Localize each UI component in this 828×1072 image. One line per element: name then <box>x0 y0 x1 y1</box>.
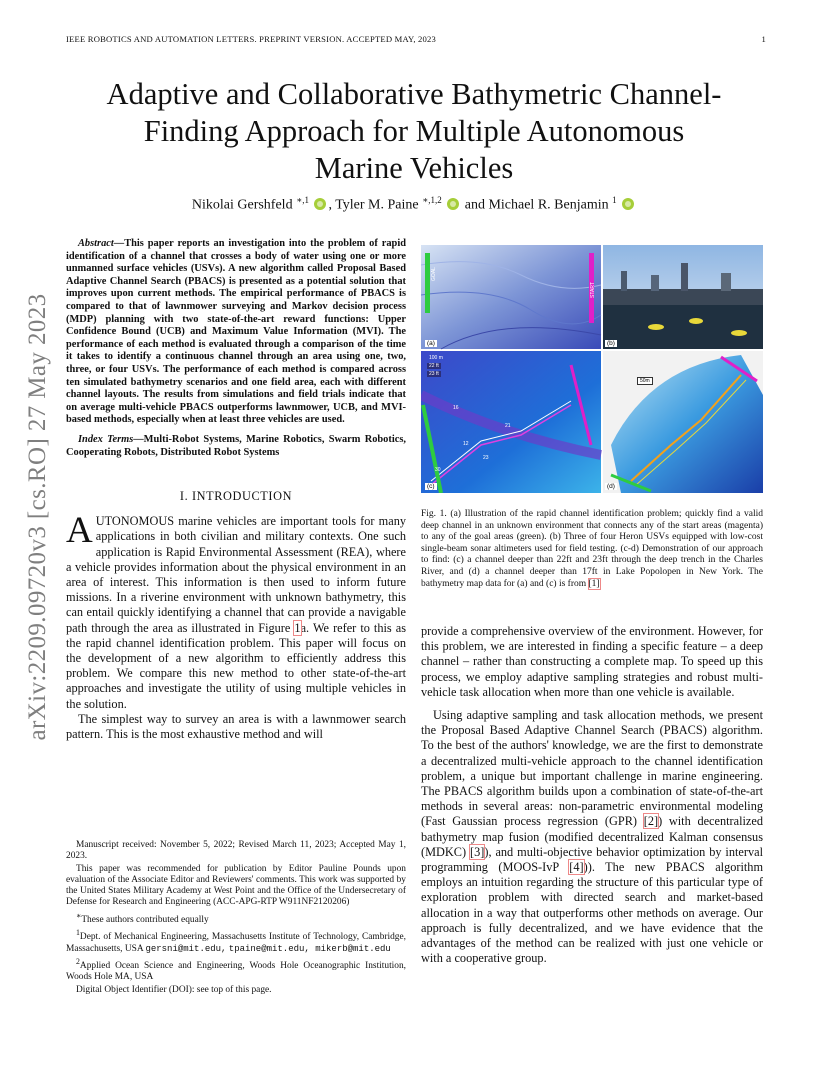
intro-paragraph-1 <box>66 510 406 712</box>
figure-ref-link[interactable]: 1 <box>294 620 301 635</box>
right-column <box>421 624 763 966</box>
author-name: Tyler M. Paine <box>335 197 419 213</box>
legend-c-item: 22 ft <box>429 363 439 369</box>
index-terms-label: Index Terms <box>78 433 134 445</box>
legend-c-item: 23 ft <box>429 371 439 377</box>
author-separator: , <box>328 197 332 213</box>
author-name: Nikolai Gershfeld <box>191 197 293 213</box>
start-label: START <box>589 282 596 298</box>
author-affil: 1 <box>612 195 617 205</box>
panel-c-charles-river-map <box>421 351 601 493</box>
arxiv-stamp-text: arXiv:2209.09720v3 [cs.RO] 27 May 2023 <box>24 293 51 741</box>
paragraph-text: ) with decentralized bathymetry map fusion (modified decentralized Kalman consensus (MDKC) <box>421 814 763 859</box>
depth-label: 23 <box>483 455 489 461</box>
footnote-mark: 1 <box>76 928 80 938</box>
footnote-doi: Digital Object Identifier (DOI): see top of this page. <box>76 984 272 995</box>
scale-bar-d: 50m <box>637 377 653 385</box>
footnote-affiliation-1 <box>66 927 406 955</box>
abstract <box>66 238 406 427</box>
abstract-text: —This paper reports an investigation into the problem of rapid identification of a channel that crosses a body of water using one or more unmanned surface vehicles (USVs). A new algorithm called Proposal Based Adaptive Channel Search (PBACS) is presented as a potential solution that improves upon current methods. The empirical performance of PBACS is compared to that of lawnmower surveying and Markov decision process (MDP) planning with two state-of-the-art reward functions: Upper Confidence Bound (UCB) and Maximum Value Information (MVI). The performance of each method is evaluated through a comparison of the time it takes to identify a continuous channel through an area using one, two, three, or four USVs. The performance of each method is compared across ten simulated bathymetry scenarios and one field area, each with different channel layouts. The results from simulations and field trials indicate that on average multi-vehicle PBACS outperforms lawnmower, UCB, and MVI-based methods, especially when at least three vehicles are used. <box>66 238 406 426</box>
footnote-equal <box>66 910 406 926</box>
panel-b-tag: (b) <box>607 340 615 347</box>
panel-b-usv-photo <box>603 245 763 349</box>
abstract-label: Abstract <box>78 238 114 249</box>
right-paragraph-2 <box>421 708 763 966</box>
intro-paragraph-2: The simplest way to survey an area is with a lawnmower search pattern. This is the most exhaustive method and will <box>66 711 406 741</box>
citation-link[interactable]: [2] <box>643 814 659 829</box>
citation-link[interactable]: [3] <box>470 844 485 859</box>
running-head-text: IEEE ROBOTICS AND AUTOMATION LETTERS. PREPRINT VERSION. ACCEPTED MAY, 2023 <box>66 34 437 44</box>
goal-label: GOAL <box>430 267 437 281</box>
footnote-received: Manuscript received: November 5, 2022; Revised March 11, 2023; Accepted May 1, 2023. <box>66 840 406 862</box>
author-affil: ∗,1,2 <box>422 195 442 205</box>
panel-d-lake-popolopen-map <box>603 351 763 493</box>
intro-lead-text: UTONOMOUS marine vehicles are important tools for many applications in both civilian and military contexts. One such application is Rapid Environmental Assessment (REA), where a vehicle provides information about the physical environment in an area of interest. This information is then used to inform future missions. In a riverine environment with unknown bathymetry, this can entail quickly identifying a channel that can provide a navigable path through the area as illustrated in Figure <box>66 514 406 635</box>
depth-label: 12 <box>463 441 469 447</box>
panel-c-tag: (c) <box>427 483 435 490</box>
paragraph-text: )). The new PBACS algorithm employs an intuition regarding the structure of this particular type of exploration problem with directed search and market-based allocation in a way that outperforms other methods on average. Our approach is fully decentralized, and we have evidence that the advantages of the method can be realized with just one vehicle or with a cooperative group. <box>421 860 764 966</box>
depth-label: 21 <box>505 423 511 429</box>
author-affil: ∗,1 <box>296 195 309 205</box>
footnote-equal-text: These authors contributed equally <box>81 914 209 925</box>
figure-caption <box>421 509 763 590</box>
paragraph-text: ), and multi-objective behavior optimization by interval programming (MOOS-IvP <box>421 844 763 875</box>
author-separator: and <box>464 197 485 213</box>
affiliation-text: Applied Ocean Science and Engineering, Woods Hole Oceanographic Institution, Woods Hole MA, USA <box>66 961 406 983</box>
left-column <box>66 238 406 742</box>
panel-a-bathymetry-map <box>421 245 601 349</box>
section-heading: I. INTRODUCTION <box>179 489 293 504</box>
caption-label: Fig. 1. <box>421 509 447 519</box>
depth-label: 30 <box>435 467 441 473</box>
arxiv-stamp <box>8 272 68 762</box>
index-terms-text: —Multi-Robot Systems, Marine Robotics, Swarm Robotics, Cooperating Robots, Distributed Robot Systems <box>66 433 406 458</box>
caption-text: (a) Illustration of the rapid channel identification problem; quickly find a valid deep channel in an unknown environment that connects any of the start areas (magenta) to any of the goal areas (green). (b) Three of four Heron USVs equipped with low-cost single-beam sonar altimeters used for field testing. (c-d) Demonstration of our approach to find: (c) a channel deeper than 22ft and 23ft through the deep trench in the Charles River, and (d) a channel deeper than 17ft in Lake Popolopen in New York. The bathymetry map data for (a) and (c) is from <box>421 509 763 589</box>
panel-d-tag: (d) <box>607 483 615 490</box>
orcid-icon[interactable] <box>622 198 634 210</box>
footnote-affiliation-2 <box>66 956 406 984</box>
right-paragraph-1: provide a comprehensive overview of the environment. However, for this problem, we are interested in finding a specific feature – a deep channel – rather than constructing a complete map. To speed up this process, we employ adaptive sampling strategies and robust multi-vehicle task allocation when more than one vehicle is available. <box>421 624 763 699</box>
footnote-mark: ∗ <box>76 910 82 920</box>
footnote-recommendation: This paper was recommended for publication by Editor Pauline Pounds upon evaluation of the Associate Editor and Reviewers' comments. This work was supported by the United States Military Academy at West Point and the Office of the Undersecretary of Defense for Research and Engineering (ACC-APG-RTP W911NF2120206) <box>66 863 406 908</box>
footnotes <box>66 840 406 997</box>
running-header <box>66 34 766 44</box>
index-terms <box>66 434 406 459</box>
citation-link[interactable]: [4] <box>569 860 584 875</box>
author-name: Michael R. Benjamin <box>488 197 609 213</box>
figure-1 <box>421 245 763 493</box>
orcid-icon[interactable] <box>447 198 459 210</box>
citation-link[interactable]: [1] <box>588 578 600 589</box>
email-link[interactable]: tpaine@mit.edu, mikerb@mit.edu <box>228 943 391 954</box>
paragraph-text: Using adaptive sampling and task allocation methods, we present the Proposal Based Adaptive Channel Search (PBACS) algorithm. To the best of the authors' knowledge, we are the first to demonstrate a decentralized multi-vehicle approach to the channel identification problem, a unique but important challenge in marine engineering. The PBACS algorithm builds upon a combination of state-of-the-art methods in several areas: non-parametric environmental modeling (Fast Gaussian process regression (GPR) <box>421 708 763 829</box>
intro-tail-text: a. We refer to this as the rapid channel identification problem. This paper will focus on the development of a new algorithm to efficiently address this problem. We compare this new method to other state-of-the-art approaches and investigate the utility of using multiple vehicles in the solution. <box>66 620 406 711</box>
orcid-icon[interactable] <box>314 198 326 210</box>
drop-cap: A <box>66 510 93 552</box>
author-line <box>100 195 728 214</box>
paper-title: Adaptive and Collaborative Bathymetric Channel-Finding Approach for Multiple Autonomous Marine Vehicles <box>106 77 722 185</box>
panel-a-tag: (a) <box>427 340 435 347</box>
scale-bar-c: 100 m <box>429 355 443 361</box>
email-link[interactable]: gersni@mit.edu, <box>145 943 227 954</box>
footnote-mark: 2 <box>76 956 80 966</box>
affiliation-text: Dept. of Mechanical Engineering, Massachusetts Institute of Technology, Cambridge, Massachusetts, USA <box>66 932 406 954</box>
depth-label: 16 <box>453 405 459 411</box>
page-number: 1 <box>761 34 766 44</box>
